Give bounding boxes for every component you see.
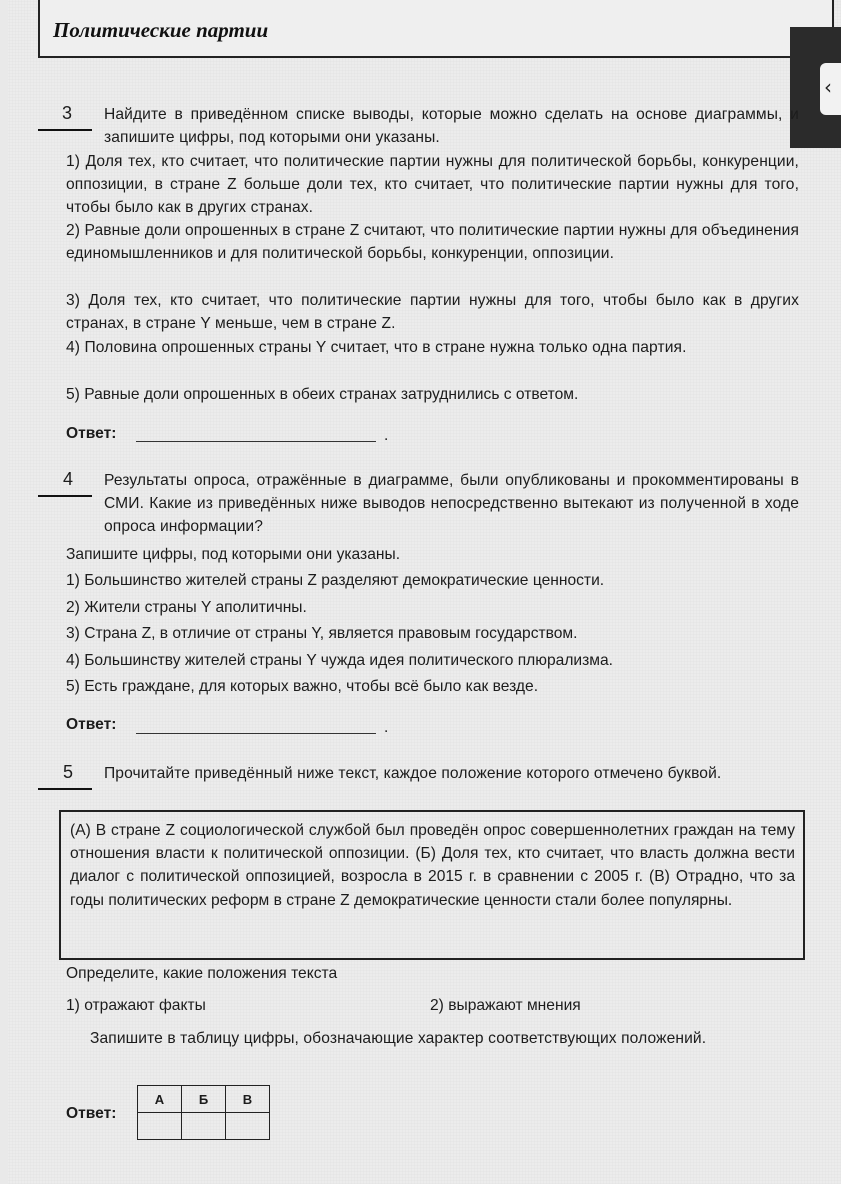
q4-instruction: Запишите цифры, под которыми они указаны. (66, 546, 401, 563)
q5-answer-label: Ответ: (66, 1105, 117, 1122)
answer-table-header-b: Б (182, 1086, 226, 1113)
question-4-number: 4 (63, 469, 74, 489)
q5-instruction: Запишите в таблицу цифры, обозначающие характер соответствующих положений. (90, 1030, 707, 1047)
answer-table-input-row (138, 1113, 270, 1140)
question-5-number: 5 (63, 762, 74, 782)
question-5-intro: Прочитайте приведённый ниже текст, каждое положение которого отмечено буквой. (104, 765, 722, 782)
section-title: Политические партии (53, 18, 269, 42)
q3-item-5: 5) Равные доли опрошенных в обеих странах затруднились с ответом. (66, 386, 579, 403)
chevron-left-icon[interactable]: ‹ (824, 75, 832, 99)
answer-cell-a[interactable] (138, 1113, 182, 1140)
q4-answer-dot: . (384, 719, 389, 736)
q3-answer-label: Ответ: (66, 425, 117, 442)
q3-item-2: 2) Равные доли опрошенных в стране Z считают, что политические партии нужны для объединения единомышленников и для политической борьбы, конкуренции, оппозиции. (66, 222, 799, 262)
answer-table-header-a: А (138, 1086, 182, 1113)
q4-item-3: 3) Страна Z, в отличие от страны Y, является правовым государством. (66, 625, 578, 642)
q5-option-1: 1) отражают факты (66, 997, 206, 1014)
q3-answer-dot: . (384, 427, 389, 444)
answer-cell-b[interactable] (182, 1113, 226, 1140)
q3-item-4: 4) Половина опрошенных страны Y считает, что в стране нужна только одна партия. (66, 339, 687, 356)
question-3-rule (38, 129, 92, 131)
answer-table-header-row (138, 1086, 270, 1113)
answer-cell-v[interactable] (226, 1113, 270, 1140)
q5-passage: (А) В стране Z социологической службой был проведён опрос совершеннолетних граждан на тему отношения власти к политической оппозиции. (Б) Доля тех, кто считает, что власть должна вести диалог с политической оппозицией, возросла в 2015 г. в сравнении с 2005 г. (В) Отрадно, что за годы политических реформ в стране Z демократические ценности стали более популярны. (59, 810, 805, 960)
question-5-rule (38, 788, 92, 790)
q4-item-2: 2) Жители страны Y аполитичны. (66, 599, 307, 616)
side-panel-handle[interactable] (820, 63, 841, 115)
q4-answer-field[interactable] (136, 733, 376, 734)
q5-determine: Определите, какие положения текста (66, 965, 338, 982)
q3-item-3: 3) Доля тех, кто считает, что политические партии нужны для того, чтобы было как в других странах, в стране Y меньше, чем в стране Z. (66, 292, 799, 332)
answer-table-header-v: В (226, 1086, 270, 1113)
section-header (38, 0, 834, 58)
q4-item-1: 1) Большинство жителей страны Z разделяют демократические ценности. (66, 572, 605, 589)
q3-answer-field[interactable] (136, 441, 376, 442)
q4-item-4: 4) Большинству жителей страны Y чужда идея политического плюрализма. (66, 652, 613, 669)
question-3-number: 3 (62, 103, 73, 123)
q4-item-5: 5) Есть граждане, для которых важно, чтобы всё было как везде. (66, 678, 539, 695)
q5-option-2: 2) выражают мнения (430, 997, 581, 1014)
q5-answer-table (137, 1085, 270, 1140)
question-3-intro: Найдите в приведённом списке выводы, которые можно сделать на основе диаграммы, и запишите цифры, под которыми они указаны. (104, 106, 799, 146)
q3-item-1: 1) Доля тех, кто считает, что политические партии нужны для политической борьбы, конкуренции, оппозиции, в стране Z больше доли тех, кто считает, что политические партии нужны для того, чтобы было как в других странах. (66, 153, 799, 216)
question-4-rule (38, 495, 92, 497)
q4-answer-label: Ответ: (66, 716, 117, 733)
question-4-intro: Результаты опроса, отражённые в диаграмме, были опубликованы и прокомментированы в СМИ. Какие из приведённых ниже выводов непосредственно вытекают из полученной в ходе опроса информации? (104, 472, 799, 535)
